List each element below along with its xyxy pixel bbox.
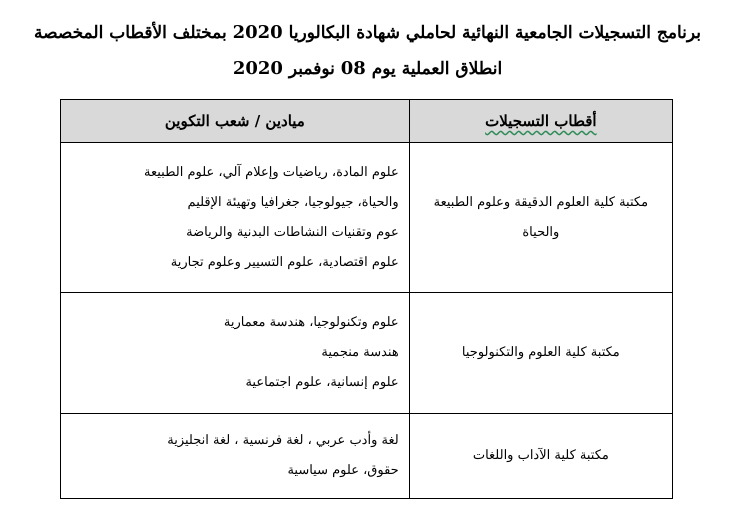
field-line: حقوق، علوم سياسية (287, 463, 399, 478)
header-fields-label: ميادين / شعب التكوين (164, 112, 305, 130)
heading-line-2 (20, 54, 715, 84)
table-row (61, 293, 673, 414)
header-fields (61, 100, 410, 143)
heading-line-1 (20, 18, 715, 48)
pole-cell (409, 293, 672, 414)
fields-cell (61, 143, 410, 293)
heading-line-2-day: 08 (340, 58, 366, 79)
pole-cell (409, 414, 672, 499)
field-line: لغة وأدب عربي ، لغة فرنسية ، لغة انجليزية (167, 433, 399, 448)
heading-line-1-suffix: بمختلف الأقطاب المخصصة (33, 23, 227, 43)
table-row (61, 414, 673, 499)
field-line: والحياة، جيولوجيا، جغرافيا وتهيئة الإقليم (187, 194, 399, 210)
field-line: علوم وتكنولوجيا، هندسة معمارية (223, 315, 399, 330)
fields-cell (61, 293, 410, 414)
field-line: علوم اقتصادية، علوم التسيير وعلوم تجارية (170, 254, 399, 270)
document-heading (20, 18, 715, 84)
field-line: علوم إنسانية، علوم اجتماعية (245, 375, 399, 390)
heading-line-2-prefix: انطلاق العملية يوم (371, 59, 503, 79)
header-poles (409, 100, 672, 143)
field-line: علوم المادة، رياضيات وإعلام آلي، علوم الطبيعة (144, 164, 399, 180)
heading-line-2-year: 2020 (232, 58, 283, 79)
heading-line-2-month: نوفمبر (288, 59, 335, 79)
header-poles-label: أقطاب التسجيلات (485, 112, 597, 130)
pole-cell (409, 143, 672, 293)
heading-line-1-year: 2020 (232, 22, 283, 43)
heading-line-1-prefix: برنامج التسجيلات الجامعية النهائية لحاملي شهادة البكالوريا (288, 23, 701, 43)
field-line: هندسة منجمية (321, 345, 399, 360)
fields-cell (61, 414, 410, 499)
table-row (61, 143, 673, 293)
pole-name: مكتبة كلية العلوم الدقيقة وعلوم الطبيعة والحياة (433, 194, 649, 240)
pole-name: مكتبة كلية الآداب واللغات (472, 448, 609, 463)
registration-table (60, 99, 673, 499)
pole-name: مكتبة كلية العلوم والتكنولوجيا (461, 345, 620, 360)
field-line: عوم وتقنيات النشاطات البدنية والرياضة (186, 224, 399, 240)
table-header-row (61, 100, 673, 143)
